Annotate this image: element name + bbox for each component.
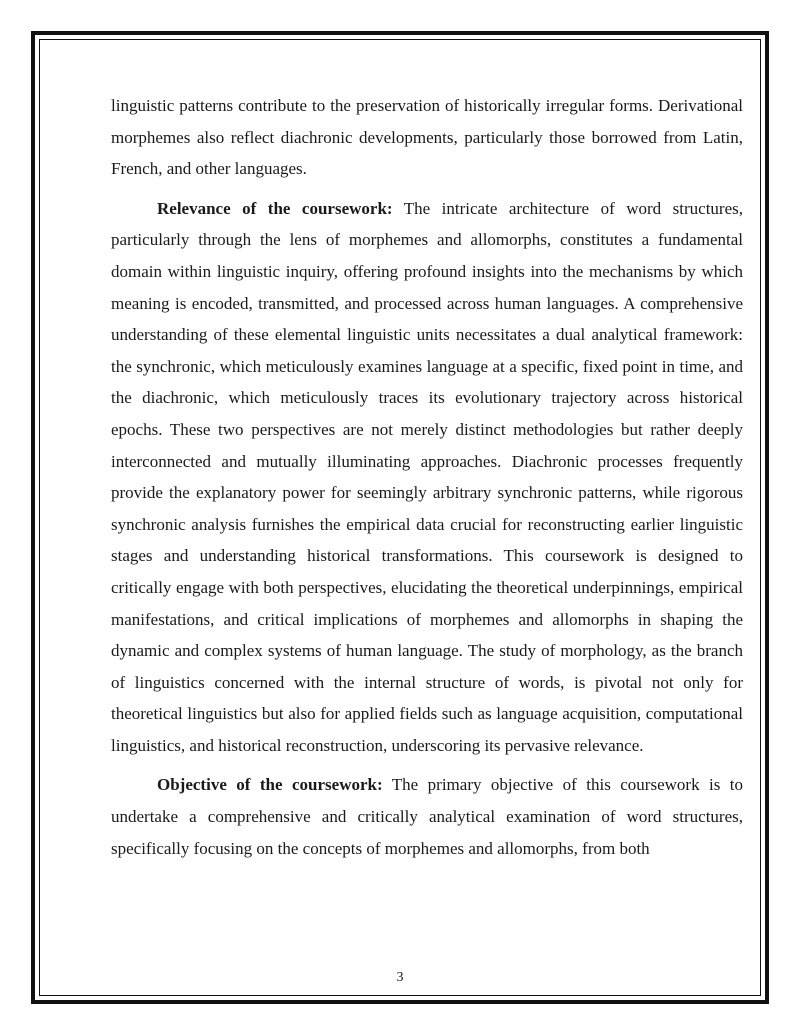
paragraph-objective (111, 769, 743, 864)
objective-heading: Objective of the coursework: (157, 775, 383, 795)
page-number: 3 (396, 970, 404, 985)
page-body (111, 90, 743, 872)
relevance-text: The intricate architecture of word structures, particularly through the lens of morphemes and allomorphs, constitutes a fundamental domain within linguistic inquiry, offering profound insights into the mechanisms by which meaning is encoded, transmitted, and processed across human languages. A comprehensive understanding of these elemental linguistic units necessitates a dual analytical framework: the synchronic, which meticulously examines language at a specific, fixed point in time, and the diachronic, which meticulously traces its evolutionary trajectory across historical epochs. These two perspectives are not merely distinct methodologies but rather deeply interconnected and mutually illuminating approaches. Diachronic processes frequently provide the explanatory power for seemingly arbitrary synchronic patterns, while rigorous synchronic analysis furnishes the empirical data crucial for reconstructing earlier linguistic stages and understanding historical transformations. This coursework is designed to critically engage with both perspectives, elucidating the theoretical underpinnings, empirical manifestations, and critical implications of morphemes and allomorphs in shaping the dynamic and complex systems of human language. The study of morphology, as the branch of linguistics concerned with the internal structure of words, is pivotal not only for theoretical linguistics but also for applied fields such as language acquisition, computational linguistics, and historical reconstruction, underscoring its pervasive relevance. (111, 198, 743, 755)
paragraph-text: linguistic patterns contribute to the preservation of historically irregular forms. Derivational morphemes also reflect diachronic developments, particularly those borrowed from Latin, French, and other languages. (111, 96, 743, 179)
paragraph-continuation (111, 90, 743, 185)
objective-text: The primary objective of this coursework is to undertake a comprehensive and critically analytical examination of word structures, specifically focusing on the concepts of morphemes and allomorphs, from both (111, 775, 744, 858)
relevance-heading: Relevance of the coursework: (157, 198, 393, 218)
paragraph-relevance (111, 193, 743, 762)
